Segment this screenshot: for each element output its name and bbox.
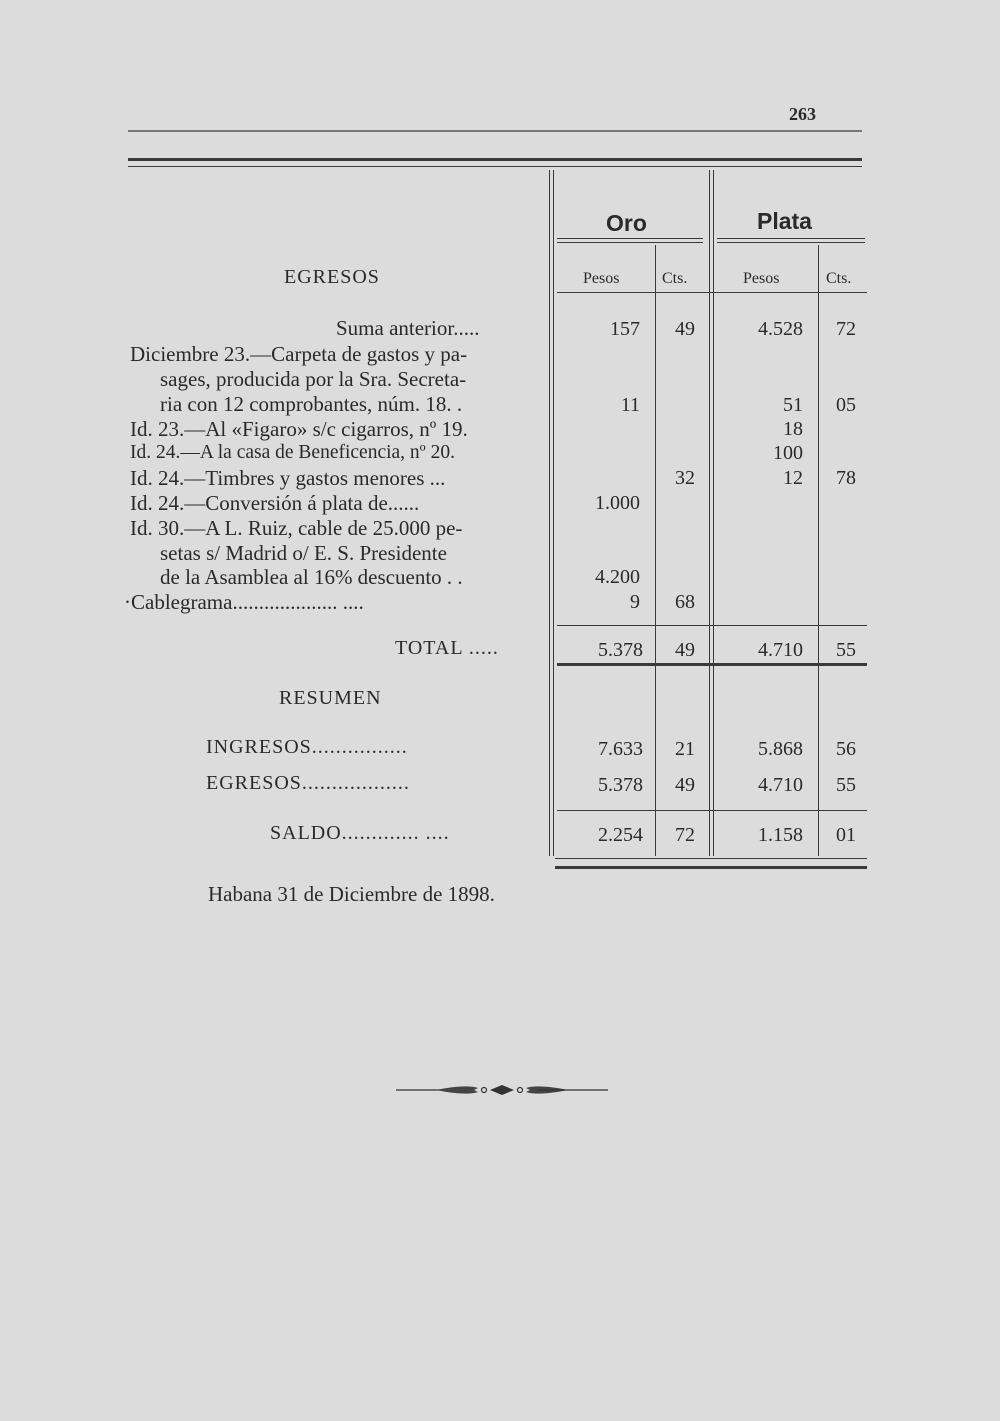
resumen-egresos-oro-cts: 49 — [675, 774, 695, 796]
cell-plata-cts: 05 — [836, 394, 856, 416]
column-header-oro: Oro — [606, 210, 647, 236]
section-title-egresos: EGRESOS — [284, 266, 380, 288]
column-header-plata: Plata — [757, 208, 812, 234]
column-divider — [713, 170, 714, 856]
resumen-ingresos-oro-cts: 21 — [675, 738, 695, 760]
table-bottom-rule — [555, 858, 867, 859]
header-rule — [128, 130, 862, 132]
cell-plata-pesos: 12 — [783, 467, 803, 489]
saldo-rule — [557, 810, 867, 811]
resumen-ingresos-label: INGRESOS................ — [206, 736, 408, 758]
column-divider — [553, 170, 554, 856]
cell-oro-cts: 68 — [675, 591, 695, 613]
header-underline — [717, 238, 865, 239]
total-rule-above — [557, 625, 867, 626]
cell-oro-pesos: 11 — [620, 394, 640, 416]
resumen-egresos-plata-pesos: 4.710 — [758, 774, 803, 796]
column-divider — [818, 245, 819, 856]
subheader-pesos-oro: Pesos — [583, 270, 620, 287]
column-divider — [709, 170, 710, 856]
row-text: Id. 24.—Conversión á plata de...... — [130, 491, 420, 515]
saldo-label: SALDO............. .... — [270, 822, 450, 844]
resumen-egresos-oro-pesos: 5.378 — [598, 774, 643, 796]
table-top-rule-thin — [128, 166, 862, 167]
row-text: de la Asamblea al 16% descuento . . — [160, 565, 463, 589]
resumen-ingresos-oro-pesos: 7.633 — [598, 738, 643, 760]
row-text: ria con 12 comprobantes, núm. 18. . — [160, 392, 463, 416]
total-oro-cts: 49 — [675, 639, 695, 661]
column-divider — [549, 170, 550, 856]
cell-plata-pesos: 18 — [783, 418, 803, 440]
row-text: sages, producida por la Sra. Secreta- — [160, 367, 467, 391]
row-text: Suma anterior..... — [336, 316, 480, 340]
cell-plata-pesos: 4.528 — [758, 318, 803, 340]
subheader-cts-plata: Cts. — [826, 270, 852, 287]
total-oro-pesos: 5.378 — [598, 639, 643, 661]
resumen-ingresos-plata-cts: 56 — [836, 738, 856, 760]
resumen-egresos-label: EGRESOS.................. — [206, 772, 410, 794]
saldo-plata-pesos: 1.158 — [758, 824, 803, 846]
total-rule-below — [557, 663, 867, 666]
row-text: ·Cablegrama.................... .... — [124, 590, 364, 614]
saldo-plata-cts: 01 — [836, 824, 856, 846]
cell-oro-pesos: 157 — [610, 318, 640, 340]
cell-oro-cts: 49 — [675, 318, 695, 340]
total-plata-pesos: 4.710 — [758, 639, 803, 661]
row-text: Id. 24.—Timbres y gastos menores ... — [130, 466, 446, 490]
row-text: setas s/ Madrid o/ E. S. Presidente — [160, 541, 447, 565]
ornament-divider — [396, 1082, 608, 1098]
cell-plata-pesos: 100 — [773, 442, 803, 464]
header-underline — [557, 238, 703, 239]
row-text: Diciembre 23.—Carpeta de gastos y pa- — [130, 342, 468, 366]
resumen-egresos-plata-cts: 55 — [836, 774, 856, 796]
cell-oro-pesos: 1.000 — [595, 492, 640, 514]
total-label: TOTAL ..... — [395, 637, 499, 659]
header-underline — [557, 242, 703, 243]
table-bottom-rule — [555, 866, 867, 869]
cell-oro-cts: 32 — [675, 467, 695, 489]
subheader-pesos-plata: Pesos — [743, 270, 780, 287]
cell-plata-pesos: 51 — [783, 394, 803, 416]
total-plata-cts: 55 — [836, 639, 856, 661]
cell-plata-cts: 72 — [836, 318, 856, 340]
cell-oro-pesos: 4.200 — [595, 566, 640, 588]
row-text: Id. 30.—A L. Ruiz, cable de 25.000 pe- — [130, 516, 463, 540]
resumen-title: RESUMEN — [279, 687, 382, 709]
resumen-ingresos-plata-pesos: 5.868 — [758, 738, 803, 760]
header-underline — [717, 242, 865, 243]
saldo-oro-cts: 72 — [675, 824, 695, 846]
subheader-rule — [557, 292, 867, 293]
column-divider — [655, 245, 656, 856]
cell-oro-pesos: 9 — [630, 591, 640, 613]
row-text: Id. 24.—A la casa de Beneficencia, nº 20. — [130, 442, 455, 463]
subheader-cts-oro: Cts. — [662, 270, 688, 287]
table-top-rule — [128, 158, 862, 161]
row-text: Id. 23.—Al «Figaro» s/c cigarros, nº 19. — [130, 417, 468, 441]
saldo-oro-pesos: 2.254 — [598, 824, 643, 846]
page-number: 263 — [789, 104, 816, 124]
footer-date: Habana 31 de Diciembre de 1898. — [208, 882, 495, 906]
cell-plata-cts: 78 — [836, 467, 856, 489]
